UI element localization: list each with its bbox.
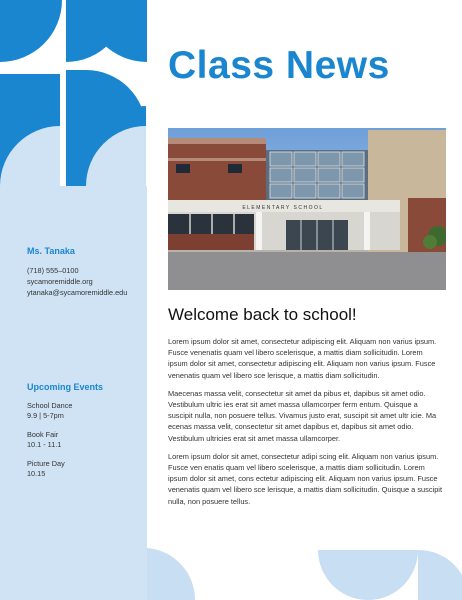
teacher-name: Ms. Tanaka	[27, 246, 75, 256]
events-heading: Upcoming Events	[27, 382, 104, 392]
phone-number: (718) 555–0100	[27, 266, 79, 275]
event-name: Picture Day	[27, 459, 65, 468]
contact-block	[27, 246, 145, 298]
event-when: 10.1 - 11.1	[27, 440, 62, 449]
event-when: 9.9 | 5-7pm	[27, 411, 64, 420]
paragraph: Lorem ipsum dolor sit amet, consectetur adipi scing elit. Aliquam non varius ipsum. Fusce ven enatis quam vel libero scelerisque, a mattis diam sollicitudin. Lorem ipsum dolor sit amet, cons ectetur adipiscing elit. Aliquam non varius ipsum. Fusce venenatis quam vel libero sce lerisque, a mattis diam sollicitudin. Quisque a suscipit nulla, non posuere tellus.	[168, 451, 442, 506]
event-name: School Dance	[27, 401, 73, 410]
school-photo	[168, 128, 446, 290]
article-headline: Welcome back to school!	[168, 305, 357, 324]
email-link[interactable]: ytanaka@sycamoremiddle.edu	[27, 288, 128, 297]
upcoming-events	[27, 382, 145, 488]
event-item	[27, 401, 145, 421]
event-item	[27, 459, 145, 479]
quarter-circle-logo-icon	[0, 0, 147, 186]
photo-sign-text: ELEMENTARY SCHOOL	[242, 205, 324, 211]
page-title: Class News	[168, 44, 390, 87]
article-body	[168, 336, 442, 514]
paragraph: Lorem ipsum dolor sit amet, consectetur adipiscing elit. Aliquam non varius ipsum. Fusce venenatis quam vel libero scelerisque, a mattis diam sollicitudin. Lorem ipsum dolor sit amet, consectetur adipiscing elit. Aliquam non varius ipsum. Fusce venenatis quam vel libero sce lerisque, a mattis diam sollicitudin.	[168, 337, 437, 380]
event-name: Book Fair	[27, 430, 59, 439]
event-when: 10.15	[27, 469, 46, 478]
event-item	[27, 430, 145, 450]
paragraph: Maecenas massa velit, consectetur sit amet da pibus et, dapibus sit amet odio. Vestibulum ultric ies erat sit amet massa ullamcorper ferm entum. Quisque a suscipit nulla, non posuere tellus. Vivamus justo erat, suscipit sit amet ultr icie. Ma ecenas massa velit, consectetur sit amet dapibus et, dapibus sit amet odio. Vestibulum ultricies erat sit amet massa ullamcorper.	[168, 388, 437, 443]
website-link[interactable]: sycamoremiddle.org	[27, 277, 93, 286]
sidebar	[0, 0, 147, 600]
